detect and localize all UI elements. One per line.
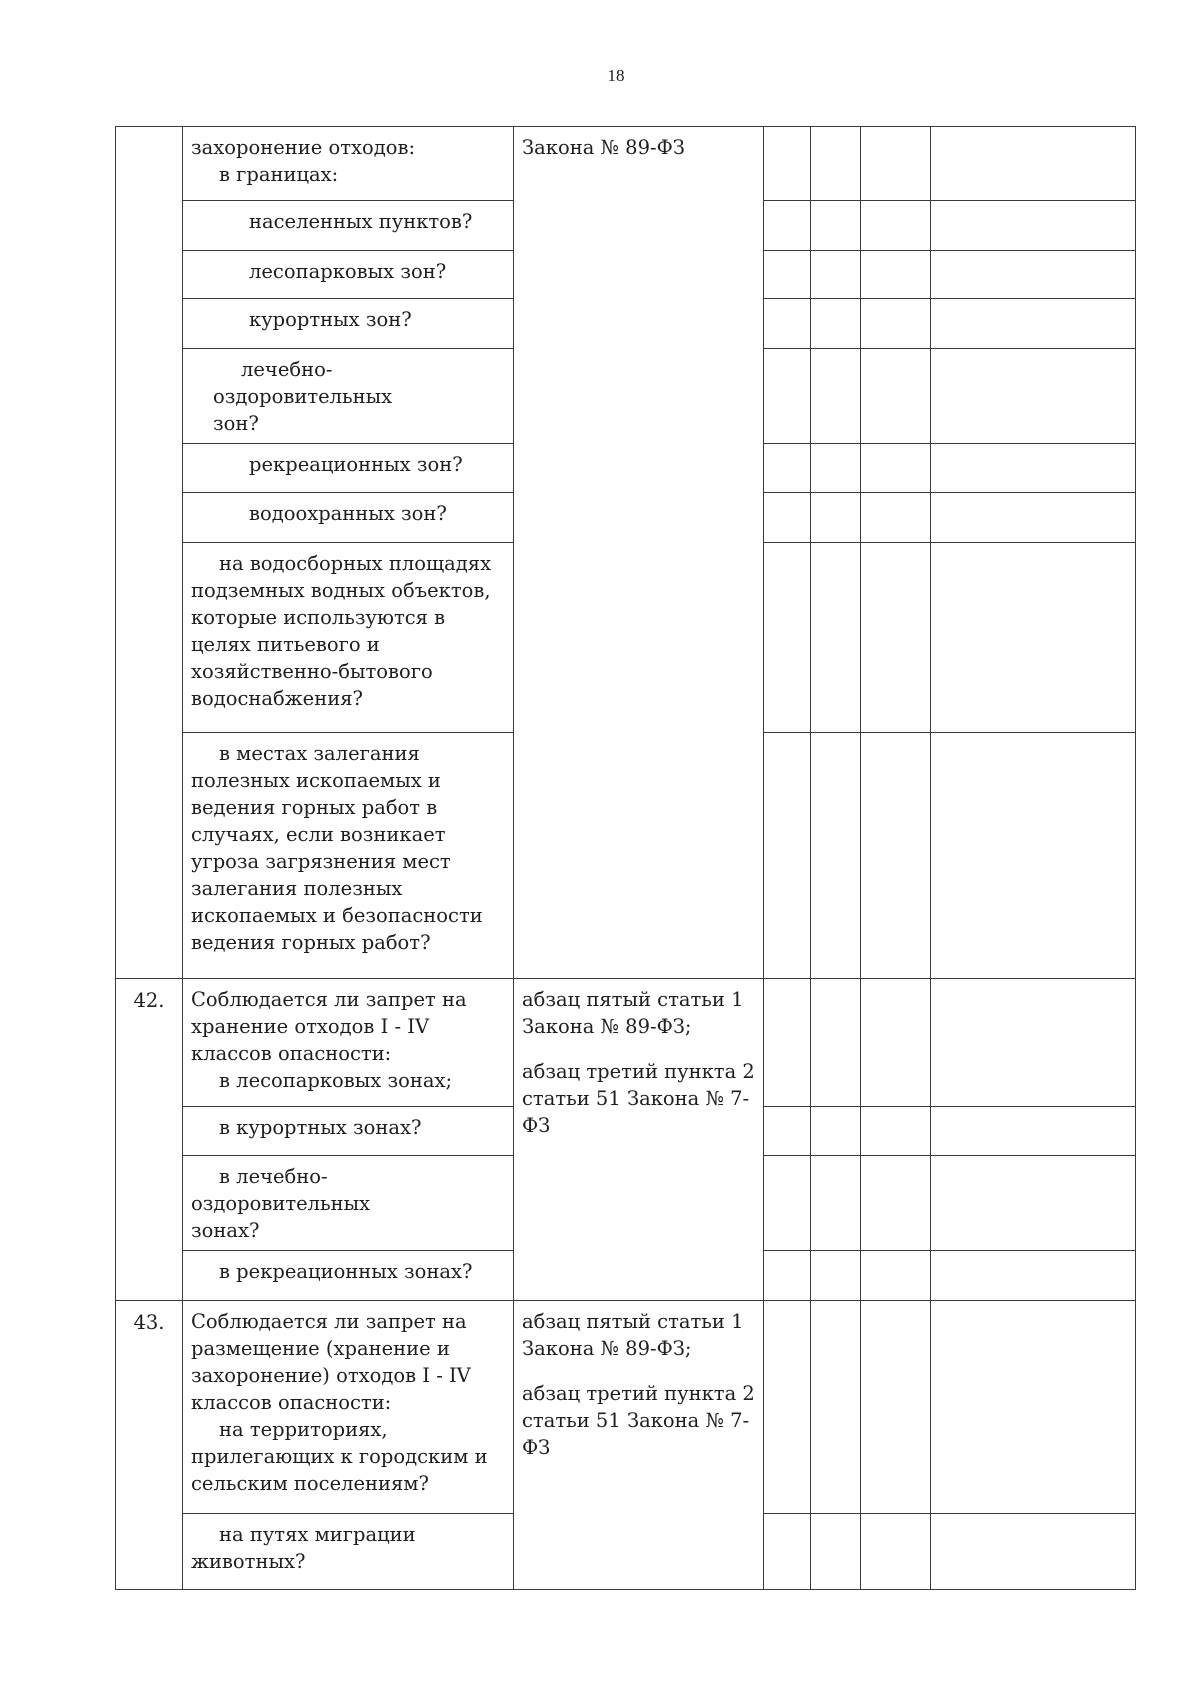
sub-question-cell: лесопарковых зон? <box>183 251 514 299</box>
note-cell[interactable] <box>931 299 1136 349</box>
sub-question-cell: на путях миграции животных? <box>183 1514 514 1590</box>
question-cell <box>183 127 514 201</box>
answer-na-cell[interactable] <box>861 444 931 493</box>
answer-yes-cell[interactable] <box>764 444 811 493</box>
reference-cell <box>514 979 764 1301</box>
answer-yes-cell[interactable] <box>764 1107 811 1156</box>
answer-yes-cell[interactable] <box>764 1301 811 1514</box>
answer-yes-cell[interactable] <box>764 1514 811 1590</box>
question-text: в границах: <box>219 163 339 186</box>
reference-text: абзац пятый статьи 1 Закона № 89-ФЗ; <box>522 1310 744 1360</box>
table-row <box>116 127 1136 201</box>
reference-text: Закона № 89-ФЗ <box>522 136 685 159</box>
answer-no-cell[interactable] <box>811 733 861 979</box>
answer-na-cell[interactable] <box>861 1251 931 1301</box>
sub-question-cell: водоохранных зон? <box>183 493 514 543</box>
answer-na-cell[interactable] <box>861 979 931 1107</box>
answer-no-cell[interactable] <box>811 543 861 733</box>
answer-no-cell[interactable] <box>811 1156 861 1251</box>
answer-na-cell[interactable] <box>861 733 931 979</box>
answer-no-cell[interactable] <box>811 493 861 543</box>
row-number-cell <box>116 127 183 979</box>
answer-na-cell[interactable] <box>861 1107 931 1156</box>
note-cell[interactable] <box>931 1301 1136 1514</box>
row-number-cell: 42. <box>116 979 183 1301</box>
note-cell[interactable] <box>931 979 1136 1107</box>
sub-question-cell: в лечебно-оздоровительных зонах? <box>183 1156 514 1251</box>
answer-yes-cell[interactable] <box>764 127 811 201</box>
sub-question-cell: лечебно-оздоровительных зон? <box>183 349 514 444</box>
sub-question-cell: на водосборных площадях подземных водных объектов, которые используются в целях питьевого и хозяйственно-бытового водоснабжения? <box>183 543 514 733</box>
question-text: захоронение отходов: <box>191 136 416 159</box>
sub-question-cell: в курортных зонах? <box>183 1107 514 1156</box>
answer-yes-cell[interactable] <box>764 1156 811 1251</box>
reference-text: абзац третий пункта 2 статьи 51 Закона № 7-ФЗ <box>522 1382 755 1459</box>
answer-na-cell[interactable] <box>861 1514 931 1590</box>
reference-cell <box>514 127 764 979</box>
answer-yes-cell[interactable] <box>764 299 811 349</box>
note-cell[interactable] <box>931 1514 1136 1590</box>
page-number: 18 <box>607 66 625 85</box>
question-cell <box>183 1301 514 1514</box>
note-cell[interactable] <box>931 251 1136 299</box>
sub-question-cell: курортных зон? <box>183 299 514 349</box>
note-cell[interactable] <box>931 1156 1136 1251</box>
question-text: Соблюдается ли запрет на размещение (хранение и захоронение) отходов I - IV классов опасности: <box>191 1310 471 1414</box>
note-cell[interactable] <box>931 1251 1136 1301</box>
question-cell <box>183 979 514 1107</box>
answer-na-cell[interactable] <box>861 543 931 733</box>
answer-na-cell[interactable] <box>861 1156 931 1251</box>
note-cell[interactable] <box>931 349 1136 444</box>
answer-no-cell[interactable] <box>811 444 861 493</box>
question-text: Соблюдается ли запрет на хранение отходов I - IV классов опасности: <box>191 988 467 1065</box>
reference-cell <box>514 1301 764 1590</box>
reference-text: абзац пятый статьи 1 Закона № 89-ФЗ; <box>522 988 744 1038</box>
note-cell[interactable] <box>931 201 1136 251</box>
answer-yes-cell[interactable] <box>764 733 811 979</box>
answer-yes-cell[interactable] <box>764 979 811 1107</box>
answer-no-cell[interactable] <box>811 251 861 299</box>
answer-yes-cell[interactable] <box>764 543 811 733</box>
note-cell[interactable] <box>931 127 1136 201</box>
answer-na-cell[interactable] <box>861 251 931 299</box>
answer-na-cell[interactable] <box>861 1301 931 1514</box>
answer-na-cell[interactable] <box>861 299 931 349</box>
answer-no-cell[interactable] <box>811 201 861 251</box>
answer-na-cell[interactable] <box>861 349 931 444</box>
table-row <box>116 979 1136 1107</box>
answer-yes-cell[interactable] <box>764 251 811 299</box>
answer-yes-cell[interactable] <box>764 493 811 543</box>
note-cell[interactable] <box>931 444 1136 493</box>
sub-question-text: на территориях, прилегающих к городским и сельским поселениям? <box>191 1418 488 1495</box>
answer-no-cell[interactable] <box>811 1251 861 1301</box>
reference-text: абзац третий пункта 2 статьи 51 Закона № 7-ФЗ <box>522 1060 755 1137</box>
answer-no-cell[interactable] <box>811 1301 861 1514</box>
note-cell[interactable] <box>931 493 1136 543</box>
sub-question-cell: в местах залегания полезных ископаемых и ведения горных работ в случаях, если возникает угроза загрязнения мест залегания полезных ископаемых и безопасности ведения горных работ? <box>183 733 514 979</box>
answer-na-cell[interactable] <box>861 493 931 543</box>
answer-yes-cell[interactable] <box>764 349 811 444</box>
answer-na-cell[interactable] <box>861 201 931 251</box>
answer-no-cell[interactable] <box>811 979 861 1107</box>
answer-na-cell[interactable] <box>861 127 931 201</box>
answer-no-cell[interactable] <box>811 299 861 349</box>
note-cell[interactable] <box>931 733 1136 979</box>
answer-no-cell[interactable] <box>811 349 861 444</box>
sub-question-text: в лесопарковых зонах; <box>219 1069 453 1092</box>
answer-no-cell[interactable] <box>811 127 861 201</box>
answer-no-cell[interactable] <box>811 1107 861 1156</box>
note-cell[interactable] <box>931 543 1136 733</box>
sub-question-cell: рекреационных зон? <box>183 444 514 493</box>
checklist-table <box>115 126 1136 1590</box>
answer-yes-cell[interactable] <box>764 201 811 251</box>
sub-question-cell: населенных пунктов? <box>183 201 514 251</box>
answer-no-cell[interactable] <box>811 1514 861 1590</box>
answer-yes-cell[interactable] <box>764 1251 811 1301</box>
sub-question-cell: в рекреационных зонах? <box>183 1251 514 1301</box>
table-row <box>116 1301 1136 1514</box>
row-number-cell: 43. <box>116 1301 183 1590</box>
note-cell[interactable] <box>931 1107 1136 1156</box>
